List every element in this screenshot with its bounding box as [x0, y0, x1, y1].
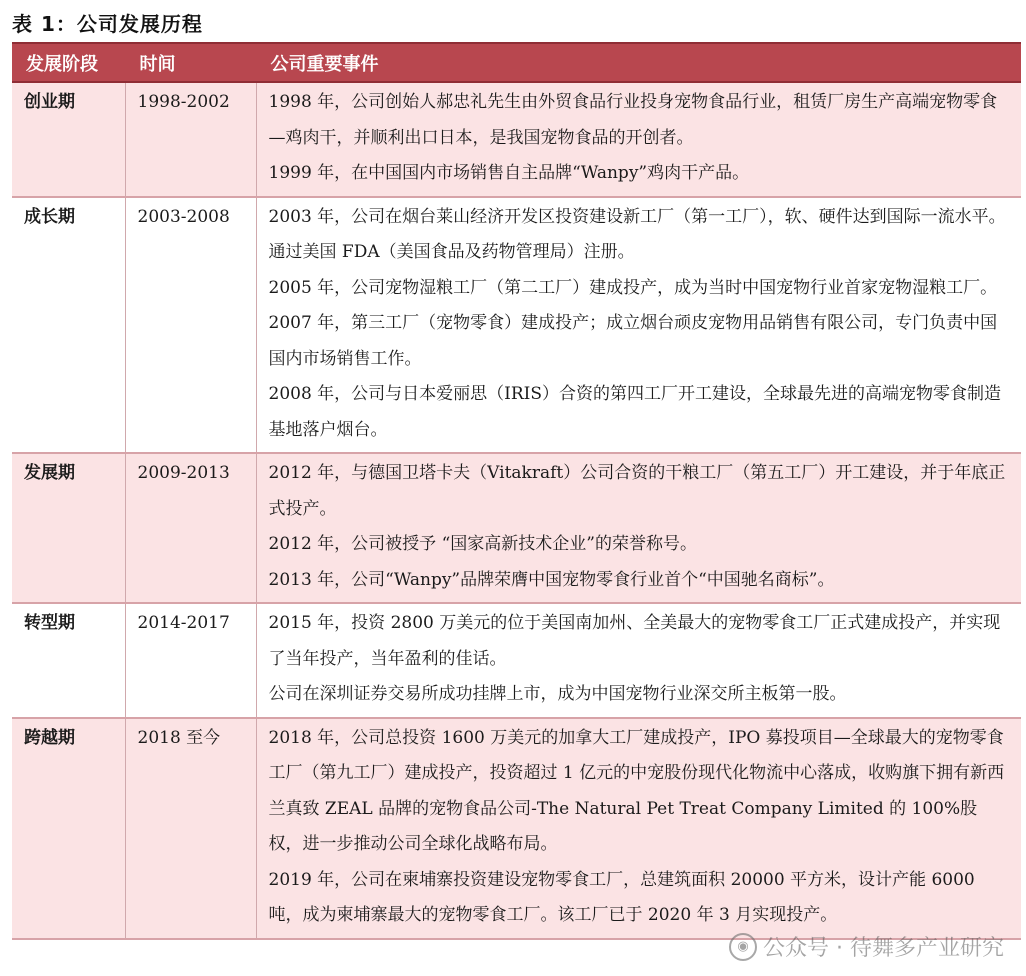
- table-row: [12, 603, 1021, 718]
- event-text: 1998 年，公司创始人郝忠礼先生由外贸食品行业投身宠物食品行业，租赁厂房生产高端宠物零食—鸡肉干，并顺利出口日本，是我国宠物食品的开创者。: [268, 92, 998, 148]
- events-cell: [256, 603, 1021, 718]
- table-row: [12, 82, 1021, 197]
- event-text: 2003 年，公司在烟台莱山经济开发区投资建设新工厂（第一工厂），软、硬件达到国际一流水平。通过美国 FDA（美国食品及药物管理局）注册。: [268, 206, 1006, 262]
- wechat-icon: ◉: [729, 933, 757, 961]
- event-text: 2019 年，公司在柬埔寨投资建设宠物零食工厂，总建筑面积 20000 平方米，设计产能 6000 吨，成为柬埔寨最大的宠物零食工厂。该工厂已于 2020 年 3 月实现投产。: [268, 869, 975, 925]
- header-period: 时间: [125, 43, 256, 82]
- stage-cell: 跨越期: [12, 718, 125, 939]
- table-row: [12, 718, 1021, 939]
- event-text: 1999 年，在中国国内市场销售自主品牌“Wanpy”鸡肉干产品。: [268, 163, 750, 183]
- stage-cell: 创业期: [12, 82, 125, 197]
- period-cell: 2014-2017: [125, 603, 256, 718]
- stage-cell: 转型期: [12, 603, 125, 718]
- event-text: 2012 年，公司被授予 “国家高新技术企业”的荣誉称号。: [268, 534, 697, 554]
- table-row: [12, 453, 1021, 603]
- events-cell: [256, 197, 1021, 454]
- header-events: 公司重要事件: [256, 43, 1021, 82]
- table-row: [12, 197, 1021, 454]
- watermark: [729, 931, 1004, 962]
- event-text: 公司在深圳证券交易所成功挂牌上市，成为中国宠物行业深交所主板第一股。: [268, 684, 847, 704]
- period-cell: 1998-2002: [125, 82, 256, 197]
- stage-cell: 成长期: [12, 197, 125, 454]
- watermark-text: 公众号 · 待舞多产业研究: [763, 936, 1004, 961]
- events-cell: [256, 453, 1021, 603]
- event-text: 2013 年，公司“Wanpy”品牌荣膺中国宠物零食行业首个“中国驰名商标”。: [268, 569, 835, 590]
- events-cell: [256, 82, 1021, 197]
- table-header-row: [12, 43, 1021, 82]
- event-text: 2008 年，公司与日本爱丽思（IRIS）合资的第四工厂开工建设，全球最先进的高端宠物零食制造基地落户烟台。: [268, 384, 1002, 440]
- table-title: 表 1：公司发展历程: [12, 12, 203, 36]
- header-stage: 发展阶段: [12, 43, 125, 82]
- event-text: 2012 年，与德国卫塔卡夫（Vitakraft）公司合资的干粮工厂（第五工厂）开工建设，并于年底正式投产。: [268, 463, 1006, 519]
- event-text: 2007 年，第三工厂（宠物零食）建成投产；成立烟台顽皮宠物用品销售有限公司，专门负责中国国内市场销售工作。: [268, 313, 998, 369]
- period-cell: 2009-2013: [125, 453, 256, 603]
- event-text: 2015 年，投资 2800 万美元的位于美国南加州、全美最大的宠物零食工厂正式建成投产，并实现了当年投产，当年盈利的佳话。: [268, 613, 1001, 669]
- event-text: 2018 年，公司总投资 1600 万美元的加拿大工厂建成投产，IPO 募投项目—全球最大的宠物零食工厂（第九工厂）建成投产，投资超过 1 亿元的中宠股份现代化物流中心落成，收购旗下拥有新西兰真致 ZEAL 品牌的宠物食品公司-The Natural Pet Treat Company Limited 的 100%股权，进一步推动公司全球化战略布局。: [268, 727, 1005, 854]
- period-cell: 2018 至今: [125, 718, 256, 939]
- stage-cell: 发展期: [12, 453, 125, 603]
- period-cell: 2003-2008: [125, 197, 256, 454]
- event-text: 2005 年，公司宠物湿粮工厂（第二工厂）建成投产，成为当时中国宠物行业首家宠物湿粮工厂。: [268, 277, 998, 298]
- development-history-table: [12, 42, 1021, 940]
- events-cell: [256, 718, 1021, 939]
